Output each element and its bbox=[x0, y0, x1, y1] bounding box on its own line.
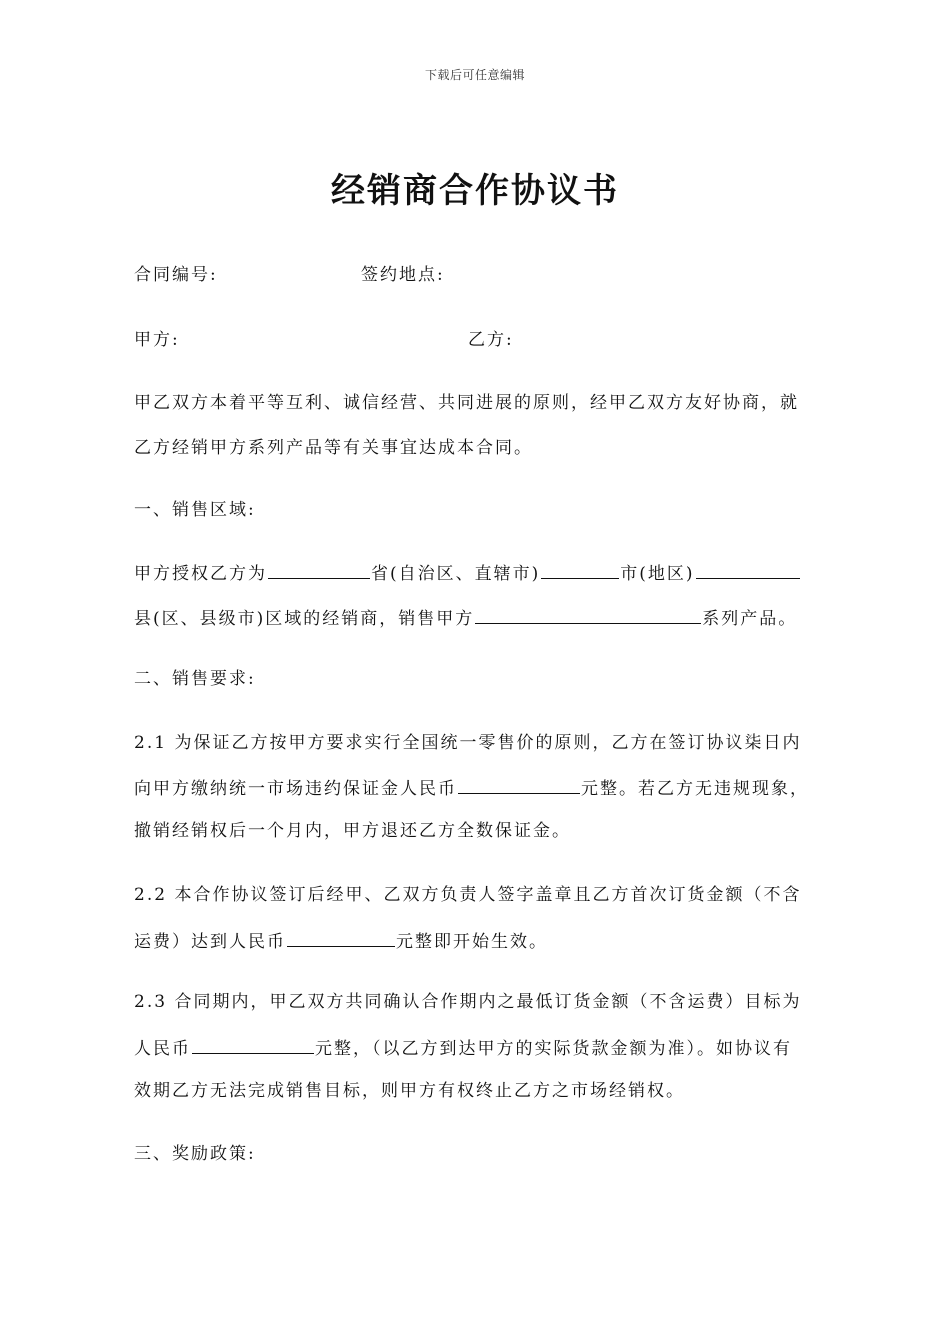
section-1-heading: 一、销售区域: bbox=[134, 500, 256, 520]
city-blank bbox=[541, 560, 619, 579]
intro-line-1: 甲乙双方本着平等互利、诚信经营、共同进展的原则，经甲乙双方友好协商，就 bbox=[134, 393, 799, 413]
first-order-amount-blank bbox=[287, 928, 395, 947]
province-blank bbox=[268, 560, 370, 579]
clause-2-3-line-2 bbox=[134, 1035, 792, 1061]
clause-2-3-line-1: 2.3 合同期内，甲乙双方共同确认合作期内之最低订货金额（不含运费）目标为 bbox=[134, 992, 802, 1012]
county-blank bbox=[696, 560, 800, 579]
clause-2-3-text-b: 元整，（以乙方到达甲方的实际货款金额为准）。如协议有 bbox=[315, 1039, 792, 1059]
clause-2-3-line-3: 效期乙方无法完成销售目标，则甲方有权终止乙方之市场经销权。 bbox=[134, 1081, 685, 1101]
region-text-e: 系列产品。 bbox=[702, 609, 798, 629]
minimum-order-amount-blank bbox=[192, 1035, 314, 1054]
region-text-d: 县(区、县级市)区域的经销商，销售甲方 bbox=[134, 609, 475, 629]
party-a-label: 甲方: bbox=[134, 330, 180, 350]
clause-2-2-line-2 bbox=[134, 928, 548, 954]
clause-2-1-line-1: 2.1 为保证乙方按甲方要求实行全国统一零售价的原则，乙方在签订协议柒日内 bbox=[134, 733, 802, 753]
sign-place-label: 签约地点: bbox=[361, 265, 445, 285]
clause-2-1-text-b: 元整。若乙方无违规现象， bbox=[581, 779, 809, 799]
clause-2-1-line-2 bbox=[134, 775, 809, 801]
clause-2-2-text-b: 元整即开始生效。 bbox=[396, 932, 548, 952]
deposit-amount-blank bbox=[458, 775, 580, 794]
region-text-b: 省(自治区、直辖市) bbox=[371, 564, 541, 584]
intro-line-2: 乙方经销甲方系列产品等有关事宜达成本合同。 bbox=[134, 438, 533, 458]
clause-2-1-line-3: 撤销经销权后一个月内，甲方退还乙方全数保证金。 bbox=[134, 821, 571, 841]
region-line-1 bbox=[134, 560, 801, 586]
header-note: 下载后可任意编辑 bbox=[424, 68, 525, 82]
clause-2-3-text-a: 人民币 bbox=[134, 1039, 191, 1059]
contract-no-label: 合同编号: bbox=[134, 265, 218, 285]
document-title: 经销商合作协议书 bbox=[331, 171, 619, 211]
region-text-c: 市(地区) bbox=[620, 564, 695, 584]
clause-2-1-text-a: 向甲方缴纳统一市场违约保证金人民币 bbox=[134, 779, 457, 799]
section-3-heading: 三、奖励政策: bbox=[134, 1144, 256, 1164]
product-blank bbox=[475, 605, 701, 624]
section-2-heading: 二、销售要求: bbox=[134, 669, 256, 689]
region-text-a: 甲方授权乙方为 bbox=[134, 564, 267, 584]
clause-2-2-text-a: 运费）达到人民币 bbox=[134, 932, 286, 952]
party-b-label: 乙方: bbox=[468, 330, 514, 350]
clause-2-2-line-1: 2.2 本合作协议签订后经甲、乙双方负责人签字盖章且乙方首次订货金额（不含 bbox=[134, 885, 802, 905]
region-line-2 bbox=[134, 605, 797, 631]
